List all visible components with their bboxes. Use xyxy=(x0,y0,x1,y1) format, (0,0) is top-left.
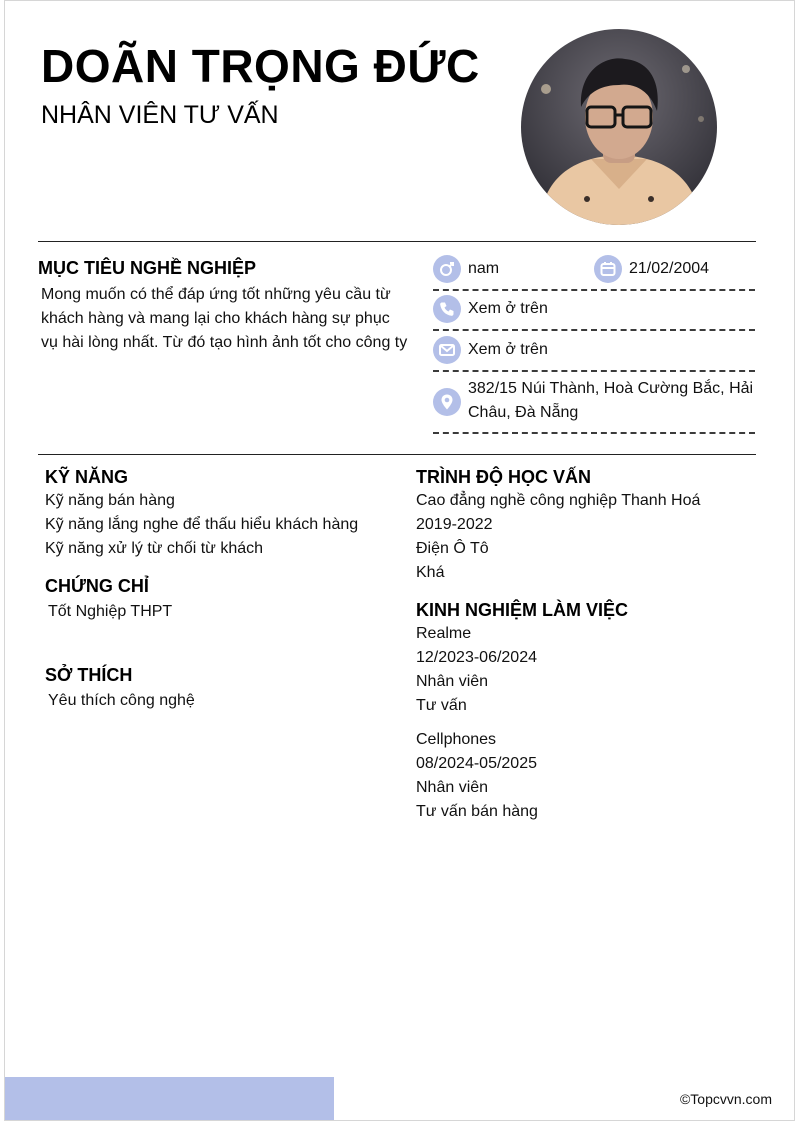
divider-top xyxy=(38,241,756,242)
phone-icon xyxy=(433,295,461,323)
experience-heading: KINH NGHIỆM LÀM VIỆC xyxy=(416,600,629,620)
certificate-item: Tốt Nghiệp THPT xyxy=(48,603,173,620)
divider-middle xyxy=(38,454,756,455)
avatar xyxy=(521,29,717,225)
job-company: Cellphones xyxy=(416,731,497,748)
copyright-text: ©Topcvvn.com xyxy=(679,1091,772,1107)
certificates-heading: CHỨNG CHỈ xyxy=(45,576,149,596)
skill-item: Kỹ năng bán hàng xyxy=(45,492,175,509)
phone-value: Xem ở trên xyxy=(468,300,548,317)
skills-list xyxy=(45,489,358,561)
hobbies-heading: SỞ THÍCH xyxy=(45,665,133,685)
calendar-icon xyxy=(594,255,622,283)
address-value: 382/15 Núi Thành, Hoà Cường Bắc, Hải Châu, Đà Nẵng xyxy=(468,380,754,421)
skill-item: Kỹ năng lắng nghe để thấu hiểu khách hàng xyxy=(45,516,359,533)
job-position: Nhân viên xyxy=(416,779,489,796)
objective-text: Mong muốn có thể đáp ứng tốt những yêu cầu từ khách hàng và mang lại cho khách hàng sự phục vụ hài lòng nhất. Từ đó tạo hình ảnh tốt cho công ty xyxy=(41,286,408,351)
email-icon xyxy=(433,336,461,364)
birthday-value: 21/02/2004 xyxy=(629,260,710,277)
skills-heading: KỸ NĂNG xyxy=(45,467,129,487)
cv-page xyxy=(4,0,795,1121)
experience-job-1 xyxy=(416,622,537,718)
education-school: Cao đẳng nghề công nghiệp Thanh Hoá xyxy=(416,492,701,509)
candidate-name: DOÃN TRỌNG ĐỨC xyxy=(41,40,480,92)
gender-value: nam xyxy=(468,260,500,277)
job-title: NHÂN VIÊN TƯ VẤN xyxy=(41,101,279,129)
location-pin-icon xyxy=(433,388,461,416)
info-row-email xyxy=(433,331,755,372)
education-major: Điện Ô Tô xyxy=(416,540,489,557)
job-description: Tư vấn xyxy=(416,697,467,714)
job-description: Tư vấn bán hàng xyxy=(416,803,538,820)
info-row-address xyxy=(433,372,755,434)
education-heading: TRÌNH ĐỘ HỌC VẤN xyxy=(416,467,591,487)
email-value: Xem ở trên xyxy=(468,341,548,358)
skill-item: Kỹ năng xử lý từ chối từ khách xyxy=(45,540,264,557)
education-grade: Khá xyxy=(416,564,445,581)
certificates-list xyxy=(48,600,172,624)
experience-job-2 xyxy=(416,728,538,824)
footer-accent-bar xyxy=(5,1077,334,1121)
info-divider xyxy=(433,432,755,434)
job-position: Nhân viên xyxy=(416,673,489,690)
hobby-item: Yêu thích công nghệ xyxy=(48,692,195,709)
job-company: Realme xyxy=(416,625,472,642)
job-period: 08/2024-05/2025 xyxy=(416,755,537,772)
gender-icon xyxy=(433,255,461,283)
info-row-gender-birthday xyxy=(433,251,755,291)
hobbies-list xyxy=(48,689,195,713)
info-row-phone xyxy=(433,291,755,331)
objective-heading: MỤC TIÊU NGHỀ NGHIỆP xyxy=(38,258,257,278)
education-period: 2019-2022 xyxy=(416,516,493,533)
avatar-photo xyxy=(521,29,717,225)
education-details xyxy=(416,489,700,585)
job-period: 12/2023-06/2024 xyxy=(416,649,537,666)
